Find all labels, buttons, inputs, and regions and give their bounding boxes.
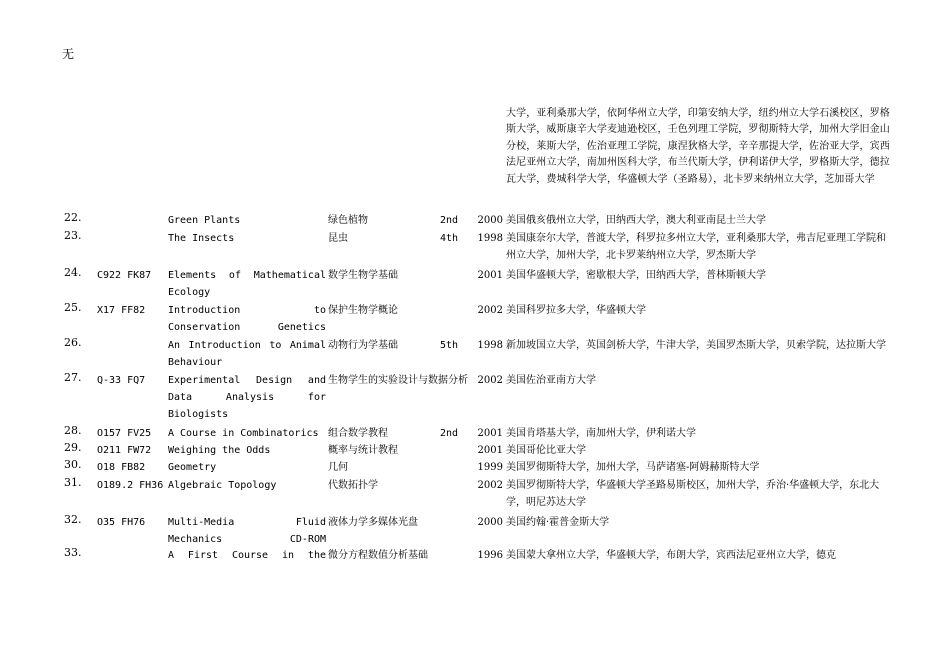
publication-year: 1996 bbox=[477, 550, 503, 561]
table-row bbox=[0, 458, 950, 473]
book-title-en: Geometry bbox=[168, 462, 217, 473]
table-row bbox=[0, 211, 950, 226]
publication-year: 2001 bbox=[477, 270, 503, 281]
book-title-en: The Insects bbox=[168, 233, 235, 244]
universities: 美国科罗拉多大学，华盛顿大学 bbox=[506, 305, 646, 316]
item-number: 30. bbox=[64, 458, 82, 471]
universities: 美国佐治亚南方大学 bbox=[506, 375, 596, 386]
item-number: 22. bbox=[64, 211, 82, 224]
item-number: 24. bbox=[64, 266, 82, 279]
publication-year: 1998 bbox=[477, 340, 503, 351]
table-row bbox=[0, 476, 950, 508]
book-title-en: Elements of Mathematical Ecology bbox=[168, 270, 326, 298]
item-number: 32. bbox=[64, 513, 82, 526]
item-number: 28. bbox=[64, 424, 82, 437]
publication-year: 2002 bbox=[477, 305, 503, 316]
publication-year: 2002 bbox=[477, 480, 503, 491]
publication-year: 1999 bbox=[477, 462, 503, 473]
universities: 美国俄亥俄州立大学，田纳西大学，澳大利亚南昆士兰大学 bbox=[506, 215, 766, 226]
item-number: 25. bbox=[64, 301, 82, 314]
publication-year: 2001 bbox=[477, 445, 503, 456]
book-title-cn: 昆虫 bbox=[328, 233, 348, 244]
edition: 4th bbox=[440, 233, 459, 244]
book-title-cn: 动物行为学基础 bbox=[328, 340, 398, 351]
call-number: O157 FV25 bbox=[97, 428, 152, 439]
publication-year: 2000 bbox=[477, 517, 503, 528]
publication-year: 1998 bbox=[477, 233, 503, 244]
universities: 美国罗彻斯特大学，加州大学，马萨诸塞-阿姆赫斯特大学 bbox=[506, 462, 760, 473]
item-number: 31. bbox=[64, 476, 82, 489]
call-number: O35 FH76 bbox=[97, 517, 146, 528]
item-number: 27. bbox=[64, 371, 82, 384]
book-title-en: Algebraic Topology bbox=[168, 480, 277, 491]
table-row bbox=[0, 336, 950, 368]
publication-year: 2000 bbox=[477, 215, 503, 226]
book-title-cn: 微分方程数值分析基础 bbox=[328, 550, 428, 561]
book-title-en: Multi-Media Fluid Mechanics CD-ROM bbox=[168, 517, 326, 545]
book-title-en: Experimental Design and Data Analysis for Biologists bbox=[168, 375, 326, 420]
table-row bbox=[0, 301, 950, 333]
edition: 2nd bbox=[440, 428, 459, 439]
universities: 美国蒙大拿州立大学，华盛顿大学，布朗大学，宾西法尼亚州立大学，德克 bbox=[506, 550, 836, 561]
table-row bbox=[0, 229, 950, 261]
book-title-en: An Introduction to Animal Behaviour bbox=[168, 340, 326, 368]
book-title-cn: 概率与统计教程 bbox=[328, 445, 398, 456]
universities: 美国约翰·霍普金斯大学 bbox=[506, 517, 610, 528]
edition: 2nd bbox=[440, 215, 459, 226]
call-number: O189.2 FH36 bbox=[97, 480, 164, 491]
book-title-en: A First Course in the bbox=[168, 550, 326, 561]
item-number: 29. bbox=[64, 441, 82, 454]
call-number: O211 FW72 bbox=[97, 445, 152, 456]
book-title-en: Green Plants bbox=[168, 215, 241, 226]
book-title-en: Introduction to Conservation Genetics bbox=[168, 305, 326, 333]
universities: 美国肯塔基大学，南加州大学，伊利诺大学 bbox=[506, 428, 696, 439]
book-title-cn: 数学生物学基础 bbox=[328, 270, 398, 281]
publication-year: 2001 bbox=[477, 428, 503, 439]
continuation-text: 大学，亚利桑那大学，依阿华州立大学，印第安纳大学，纽约州立大学石溪校区，罗格斯大学，威斯康辛大学麦迪逊校区，壬色列理工学院，罗彻斯特大学，加州大学旧金山分校，莱斯大学，佐治亚理工学院，康涅狄格大学，辛辛那提大学，佐治亚大学，宾西法尼亚州立大学，南加州医科大学，布兰代斯大学，伊利诺伊大学，罗格斯大学，德拉瓦大学，费城科学大学，华盛顿大学（圣路易），北卡罗来纳州立大学，芝加哥大学 bbox=[506, 108, 890, 185]
call-number: O18 FB82 bbox=[97, 462, 146, 473]
publication-year: 2002 bbox=[477, 375, 503, 386]
book-title-cn: 液体力学多媒体光盘 bbox=[328, 517, 418, 528]
universities: 美国哥伦比亚大学 bbox=[506, 445, 586, 456]
book-title-cn: 保护生物学概论 bbox=[328, 305, 398, 316]
universities: 美国康奈尔大学，普渡大学，科罗拉多州立大学，亚利桑那大学，弗吉尼亚理工学院和州立大学，加州大学，北卡罗莱纳州立大学，罗杰斯大学 bbox=[506, 233, 886, 261]
item-number: 26. bbox=[64, 336, 82, 349]
universities: 美国华盛顿大学，密歇根大学，田纳西大学，普林斯顿大学 bbox=[506, 270, 766, 281]
item-number: 23. bbox=[64, 229, 82, 242]
call-number: X17 FF82 bbox=[97, 305, 146, 316]
call-number: Q-33 FQ7 bbox=[97, 375, 146, 386]
table-row bbox=[0, 441, 950, 456]
table-row bbox=[0, 371, 950, 420]
book-title-cn: 绿色植物 bbox=[328, 215, 368, 226]
table-row bbox=[0, 546, 950, 561]
table-row bbox=[0, 424, 950, 439]
universities: 新加坡国立大学，英国剑桥大学，牛津大学，美国罗杰斯大学，贝索学院，达拉斯大学 bbox=[506, 340, 886, 351]
page-mark: 无 bbox=[62, 47, 75, 61]
book-title-cn: 生物学生的实验设计与数据分析 bbox=[328, 375, 468, 386]
table-row bbox=[0, 513, 950, 545]
book-title-en: Weighing the Odds bbox=[168, 445, 271, 456]
edition: 5th bbox=[440, 340, 459, 351]
table-row bbox=[0, 266, 950, 298]
book-title-cn: 几何 bbox=[328, 462, 348, 473]
call-number: C922 FK87 bbox=[97, 270, 152, 281]
book-title-cn: 代数拓扑学 bbox=[328, 480, 378, 491]
book-title-en: A Course in Combinatorics bbox=[168, 428, 319, 439]
universities: 美国罗彻斯特大学，华盛顿大学圣路易斯校区，加州大学，乔治·华盛顿大学，东北大学，明尼苏达大学 bbox=[506, 480, 880, 508]
book-title-cn: 组合数学教程 bbox=[328, 428, 388, 439]
item-number: 33. bbox=[64, 546, 82, 559]
